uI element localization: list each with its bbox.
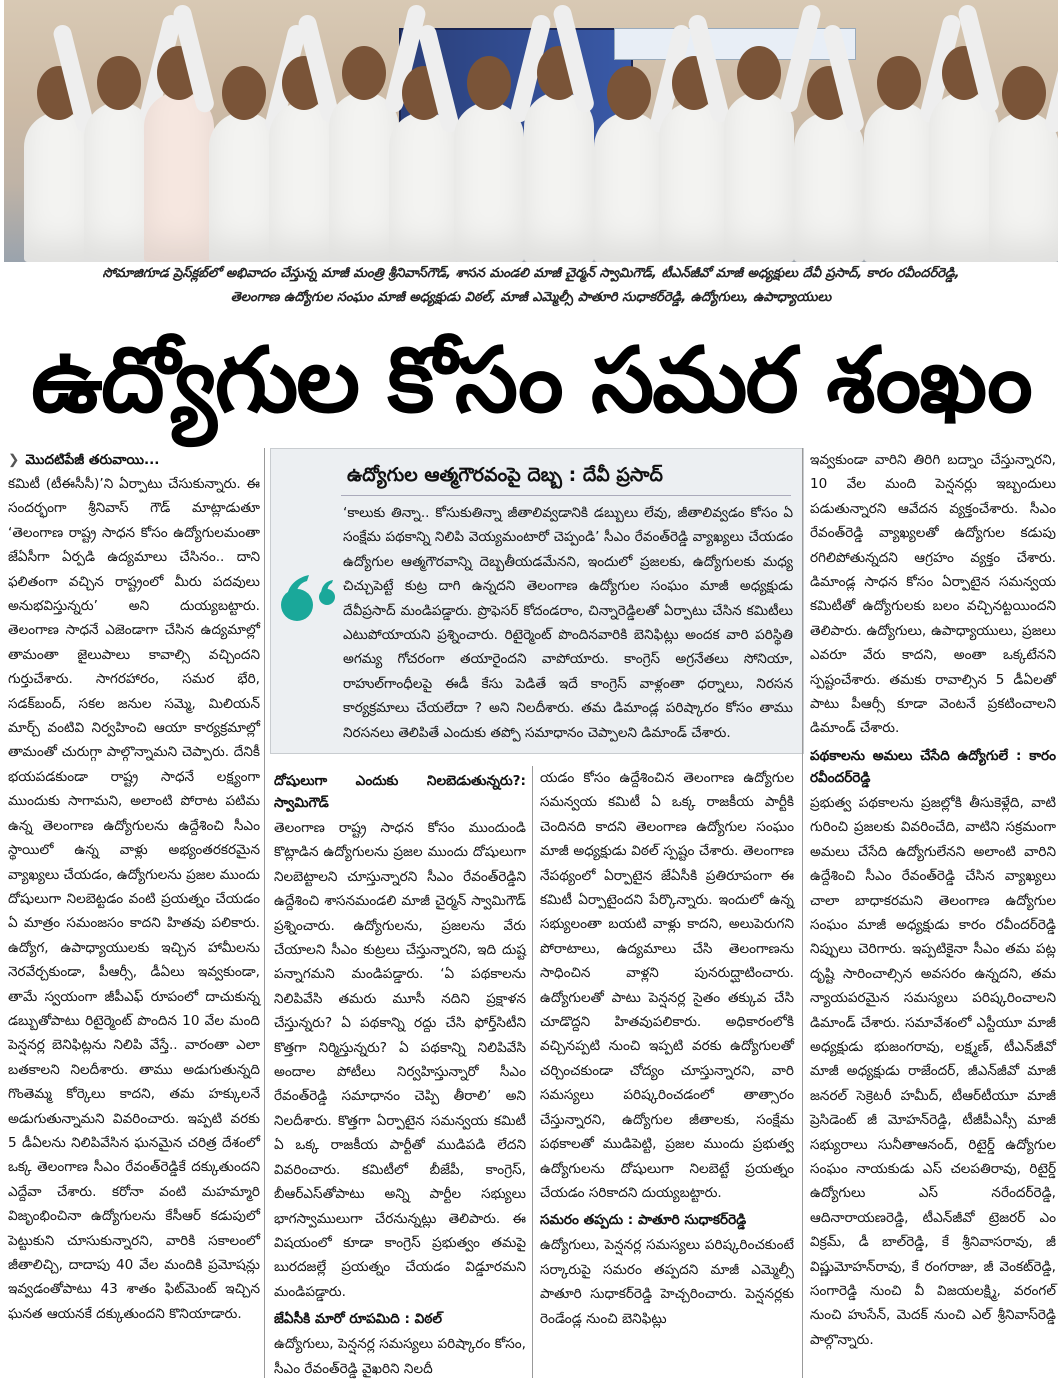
photo-person — [989, 112, 1058, 262]
news-photo — [4, 0, 1058, 262]
photo-person-head — [467, 56, 511, 110]
photo-person — [524, 92, 594, 262]
photo-raised-arm — [1043, 23, 1058, 134]
column-2-text-1: తెలంగాణ రాష్ట్ర సాధన కోసం ముందుండి కొట్లాడిన ఉద్యోగులను ప్రజల ముందు దోషులుగా నిలబెట్టాలని చూస్తున్నారని సీఎం రేవంత్‌రెడ్డిని ఉద్దేశించి శాసనమండలి మాజీ చైర్మన్ స్వామిగౌడ్ ప్రశ్నించారు. ఉద్యోగులను, ప్రజలను వేరు చేయాలని సీఎం కుట్రలు చేస్తున్నారని, ఇది దుష్ట పన్నాగమని మండిపడ్డారు. ‘ఏ పథకాలను నిలిపివేసి తమరు మూసీ నదిని ప్రక్షాళన చేస్తున్నరు? ఏ పథకాన్ని రద్దు చేసి ఫోర్త్‌సిటీని కొత్తగా నిర్మిస్తున్నరు? ఏ పథకాన్ని నిలిపివేసి అందాల పోటీలు నిర్వహిస్తున్నారో సీఎం రేవంత్‌రెడ్డి సమాధానం చెప్పి తీరాలి’ అని నిలదీశారు. కొత్తగా ఏర్పాటైన సమన్వయ కమిటీ ఏ ఒక్క రాజకీయ పార్టీతో ముడిపడి లేదని వివరించారు. కమిటీలో బీజేపీ, కాంగ్రెస్, బీఆర్ఎస్‌తోపాటు అన్ని పార్టీల సభ్యులు భాగస్వాములుగా చేరనున్నట్లు తెలిపారు. ఈ విషయంలో కూడా కాంగ్రెస్ ప్రభుత్వం తమపై బురదజల్లే ప్రయత్నం చేయడం విడ్డూరమని మండిపడ్డారు. — [274, 820, 526, 1300]
column-divider — [264, 448, 265, 1378]
column-divider — [532, 766, 533, 1378]
headline: ఉద్యోగుల కోసం సమర శంఖం — [31, 328, 1031, 433]
continued-label: మొదటిపేజీ తరువాయి... — [25, 452, 160, 468]
photo-person — [659, 102, 729, 262]
photo-person-head — [342, 46, 386, 100]
continued-from-front-page — [8, 448, 260, 472]
photo-person — [144, 92, 214, 262]
photo-person — [864, 102, 934, 262]
subhead-vittal: జేఏసీకి మారో రూపమిది : విఠల్ — [274, 1311, 442, 1328]
subhead-swamygoud: దోషులుగా ఎందుకు నిలబెడుతున్నరు?: స్వామిగౌడ్ — [274, 773, 526, 811]
column-3-text-1: యడం కోసం ఉద్దేశించిన తెలంగాణ ఉద్యోగుల సమన్వయ కమిటీ ఏ ఒక్క రాజకీయ పార్టీకి చెందినది కాదని తెలంగాణ ఉద్యోగుల సంఘం మాజీ అధ్యక్షుడు విఠల్ స్పష్టం చేశారు. తెలంగాణ నేపథ్యంలో ఏర్పాటైన జేఏసీకి ప్రతిరూపంగా ఈ కమిటీ ఏర్పాటైందని పేర్కొన్నారు. ఇందులో ఉన్న సభ్యులంతా బయటి వాళ్లు కాదని, అలుపెరుగని పోరాటాలు, ఉద్యమాలు చేసి తెలంగాణను సాధించిన వాళ్లని పునరుద్ఘాటించారు. ఉద్యోగులతో పాటు పెన్షనర్ల సైతం తక్కువ చేసి చూడొద్దని హితవుపలికారు. అధికారంలోకి వచ్చినప్పటి నుంచి ఇప్పటి వరకు ఉద్యోగులతో చర్చించకుండా చోద్యం చూస్తున్నారని, వారి సమస్యలు పరిష్కరించడంలో తాత్సారం చేస్తున్నారని, ఉద్యోగుల జీతాలకు, సంక్షేమ పథకాలతో ముడిపెట్టి, ప్రజల ముందు ప్రభుత్వ ఉద్యోగులను దోషులుగా నిలబెట్టే ప్రయత్నం చేయడం సరికాదని దుయ్యబట్టారు. — [540, 770, 794, 1201]
caption-line-1: సోమాజిగూడ ప్రెస్‌క్లబ్‌లో అభివాదం చేస్తున్న మాజీ మంత్రి శ్రీనివాస్‌గౌడ్‌, శాసన మండలి మాజీ చైర్మన్‌ స్వామిగౌడ్‌, టీఎన్‌జీవో మాజీ అధ్యక్షులు దేవీ ప్రసాద్‌, కారం రవీందర్‌రెడ్డి, — [102, 266, 960, 281]
column-4-text-1: ఇవ్వకుండా వారిని తిరిగి బద్నాం చేస్తున్నారని, 10 వేల మంది పెన్షనర్లు ఇబ్బందులు పడుతున్నారని ఆవేదన వ్యక్తంచేశారు. సీఎం రేవంత్‌రెడ్డి వ్యాఖ్యలతో ఉద్యోగుల కడుపు రగిలిపోతున్నదని ఆగ్రహం వ్యక్తం చేశారు. డిమాండ్ల సాధన కోసం ఏర్పాటైన సమన్వయ కమిటీతో ఉద్యోగులకు బలం వచ్చినట్టయిందని తెలిపారు. ఉద్యోగులు, ఉపాధ్యాయులు, ప్రజలు ఎవరూ వేరు కాదని, అంతా ఒక్కటేనని స్పష్టంచేశారు. తమకు రావాల్సిన 5 డీఏలతో పాటు పీఆర్సీ కూడా వెంటనే ప్రకటించాలని డిమాండ్ చేశారు. — [810, 452, 1056, 737]
photo-person-head — [607, 66, 651, 120]
photo-person — [454, 102, 524, 262]
column-1-text: కమిటీ (టీఈసీసీ)’ని ఏర్పాటు చేసుకున్నారు. ఈ సందర్భంగా శ్రీనివాస్ గౌడ్ మాట్లాడుతూ ‘తెలంగాణ రాష్ట్ర సాధన కోసం ఉద్యోగులమంతా జేఏసీగా ఏర్పడి ఉద్యమాలు చేసినం.. దాని ఫలితంగా వచ్చిన రాష్ట్రంలో మీరు పదవులు అనుభవిస్తున్నరు’ అని దుయ్యబట్టారు. తెలంగాణ సాధనే ఎజెండాగా చేసిన ఉద్యమాల్లో తామంతా జైలుపాలు కావాల్సి వచ్చిందని గుర్తుచేశారు. సాగరహారం, సమర భేరి, సడక్‌బంద్, సకల జనుల సమ్మె, మిలియన్ మార్చ్ వంటివి నిర్వహించి ఆయా కార్యక్రమాల్లో తామంతో చురుగ్గా పాల్గొన్నామని చెప్పారు. దేనికీ భయపడకుండా రాష్ట్ర సాధనే లక్ష్యంగా ముందుకు సాగామని, అలాంటి పోరాట పటిమ ఉన్న తెలంగాణ ఉద్యోగులను ఉద్దేశించి సీఎం స్థాయిలో ఉన్న వాళ్లు అభ్యంతరకరమైన వ్యాఖ్యలు చేయడం, ఉద్యోగులను ప్రజల ముందు దోషులుగా నిలబెట్టడం వంటి ప్రయత్నం చేయడం ఏ మాత్రం సమంజసం కాదని హితవు పలికారు. ఉద్యోగ, ఉపాధ్యాయులకు ఇచ్చిన హామీలను నెరవేర్చకుండా, పీఆర్సీ, డీఏలు ఇవ్వకుండా, తామే స్వయంగా జీపీఎఫ్ రూపంలో దాచుకున్న డబ్బుతోపాటు రిటైర్మెంట్ పొందిన 10 వేల మంది పెన్షనర్ల బెనిఫిట్లను నిలిపి వేస్తే.. వారంతా ఎలా బతకాలని నిలదీశారు. తాము అడుగుతున్నది గొంతెమ్మ కోర్కెలు కాదని, తమ హక్కులనే అడుగుతున్నామని వివరించారు. ఇప్పటి వరకు 5 డీఏలను నిలిపివేసిన ఘనమైన చరిత్ర దేశంలో ఒక్క తెలంగాణ సీఎం రేవంత్‌రెడ్డికే దక్కుతుందని ఎద్దేవా చేశారు. కరోనా వంటి మహమ్మారి విజృంభించినా ఉద్యోగులను కేసీఆర్ కడుపులో పెట్టుకుని చూసుకున్నారని, వారికి సకాలంలో జీతాలిచ్చి, దాదాపు 40 వేల మందికి ప్రమోషన్లు ఇవ్వడంతోపాటు 43 శాతం ఫిట్‌మెంట్ ఇచ్చిన ఘనత ఆయనకే దక్కుతుందని కొనియాడారు. — [8, 476, 260, 1322]
photo-banner-strip — [614, 28, 856, 60]
column-2 — [274, 766, 526, 1381]
quote-icon — [277, 567, 341, 631]
photo-person — [389, 112, 459, 262]
photo-person — [794, 112, 864, 262]
photo-person-head — [737, 46, 781, 100]
photo-person-head — [1002, 66, 1046, 120]
column-divider — [802, 448, 803, 1378]
subhead-karam: పథకాలను అమలు చేసేది ఉద్యోగులే : కారం రవీందర్‌రెడ్డి — [810, 747, 1056, 786]
column-3-text-2: ఉద్యోగులు, పెన్షనర్ల సమస్యలు పరిష్కరించకుంటే సర్కారుపై సమరం తప్పదని మాజీ ఎమ్మెల్సీ పాతూరి సుధాకర్‌రెడ్డి హెచ్చరించారు. పెన్షనర్లకు రెండేండ్ల నుంచి బెనిఫిట్లు — [540, 1237, 794, 1327]
photo-person-head — [222, 66, 266, 120]
caption-line-2: తెలంగాణ ఉద్యోగుల సంఘం మాజీ అధ్యక్షుడు విఠల్‌, మాజీ ఎమ్మెల్సీ పాతూరి సుధాకర్‌రెడ్డి, ఉద్యోగులు, ఉపాధ్యాయులు — [230, 290, 832, 305]
quote-box-rule — [341, 495, 791, 496]
quote-box — [270, 448, 804, 754]
photo-person-head — [877, 56, 921, 110]
photo-person — [724, 92, 794, 262]
photo-person — [594, 112, 664, 262]
photo-person-head — [97, 56, 141, 110]
column-1 — [8, 448, 260, 1326]
column-4 — [810, 448, 1056, 1352]
chevron-right-icon: ❯ — [8, 452, 20, 468]
column-3 — [540, 766, 794, 1331]
photo-caption — [0, 262, 1062, 316]
subhead-paturi: సమరం తప్పదు : పాతూరి సుధాకర్‌రెడ్డి — [540, 1212, 747, 1229]
quote-box-text: ‘కాలుకు తిన్నా.. కోసుకుతిన్నా జీతాలివ్వడానికి డబ్బులు లేవు, జీతాలివ్వడం కోసం ఏ సంక్షేమ పథకాన్ని నిలిపి వెయ్యమంటారో చెప్పండి’ సీఎం రేవంత్‌రెడ్డి వ్యాఖ్యలు చేయడం ఉద్యోగుల ఆత్మగౌరవాన్ని దెబ్బతీయడమేనని, ఇందులో ప్రజలకు, ఉద్యోగులకు మధ్య చిచ్చుపెట్టే కుట్ర దాగి ఉన్నదని తెలంగాణ ఉద్యోగుల సంఘం మాజీ అధ్యక్షుడు దేవీప్రసాద్ మండిపడ్డారు. ప్రొఫెసర్ కోదండరాం, చిన్నారెడ్డిలతో ఏర్పాటు చేసిన కమిటీలు ఎటుపోయాయని ప్రశ్నించారు. రిటైర్మెంట్ పొందినవారికి బెనిఫిట్లు అందక వారి పరిస్థితి అగమ్య గోచరంగా తయారైందని వాపోయారు. కాంగ్రెస్ అగ్రనేతలు సోనియా, రాహుల్‌గాంధీలపై ఈడీ కేసు పెడితే ఇదే కాంగ్రెస్ వాళ్లంతా ధర్నాలు, నిరసన కార్యక్రమాలు చేయలేదా ? అని నిలదీశారు. తమ డిమాండ్ల పరిష్కారం కోసం తాము నిరసనలు తెలిపితే ఎందుకు తప్పో సమాధానం చెప్పాలని డిమాండ్ చేశారు. — [343, 505, 793, 741]
column-2-text-2: ఉద్యోగులు, పెన్షనర్ల సమస్యలు పరిష్కారం కోసం, సీఎం రేవంత్‌రెడ్డి వైఖరిని నిలదీ — [274, 1336, 526, 1377]
quote-box-title: ఉద్యోగుల ఆత్మగౌరవంపై దెబ్బ : దేవీ ప్రసాద్ — [347, 464, 663, 486]
column-4-text-2: ప్రభుత్వ పథకాలను ప్రజల్లోకి తీసుకెళ్లేది, వాటి గురించి ప్రజలకు వివరించేది, వాటిని సక్రమంగా అమలు చేసేది ఉద్యోగులేనని అలాంటి వారిని ఉద్దేశించి సీఎం రేవంత్‌రెడ్డి చేసిన వ్యాఖ్యలు చాలా బాధాకరమని తెలంగాణ ఉద్యోగుల సంఘం మాజీ అధ్యక్షుడు కారం రవీందర్‌రెడ్డి నిప్పులు చెరిగారు. ఇప్పటికైనా సీఎం తమ పట్ల దృష్టి సారించాల్సిన అవసరం ఉన్నదని, తమ న్యాయపరమైన సమస్యలు పరిష్కరించాలని డిమాండ్ చేశారు. సమావేశంలో ఎస్టీయూ మాజీ అధ్యక్షుడు భుజంగరావు, లక్ష్మణ్, టీఎన్‌జీవో మాజీ అధ్యక్షుడు రాజేందర్, జీఎన్‌జీవో మాజీ జనరల్ సెక్రెటరీ హమీద్, టీఆర్‌టీయూ మాజీ ప్రెసిడెంట్ జీ మోహన్‌రెడ్డి, టీజీపీఎస్సీ మాజీ సభ్యురాలు సునీతాఆనంద్, రిటైర్డ్ ఉద్యోగుల సంఘం నాయకుడు ఎస్ చలపతిరావు, రిటైర్డ్ ఉద్యోగులు ఎస్ నరేందర్‌రెడ్డి, ఆదినారాయణరెడ్డి, టీఎన్‌జీవో ట్రెజరర్ ఎం విక్రమ్, డీ బాల్‌రెడ్డి, కే శ్రీనివాసరావు, జీ విష్ణుమోహన్‌రావు, కే రంగరాజు, జీ వెంకట్‌రెడ్డి, సంగారెడ్డి నుంచి వీ విజయలక్ష్మి, వరంగల్ నుంచి హుసేన్, మెదక్ నుంచి ఎల్ శ్రీనివాస్‌రెడ్డి పాల్గొన్నారు. — [810, 794, 1056, 1348]
